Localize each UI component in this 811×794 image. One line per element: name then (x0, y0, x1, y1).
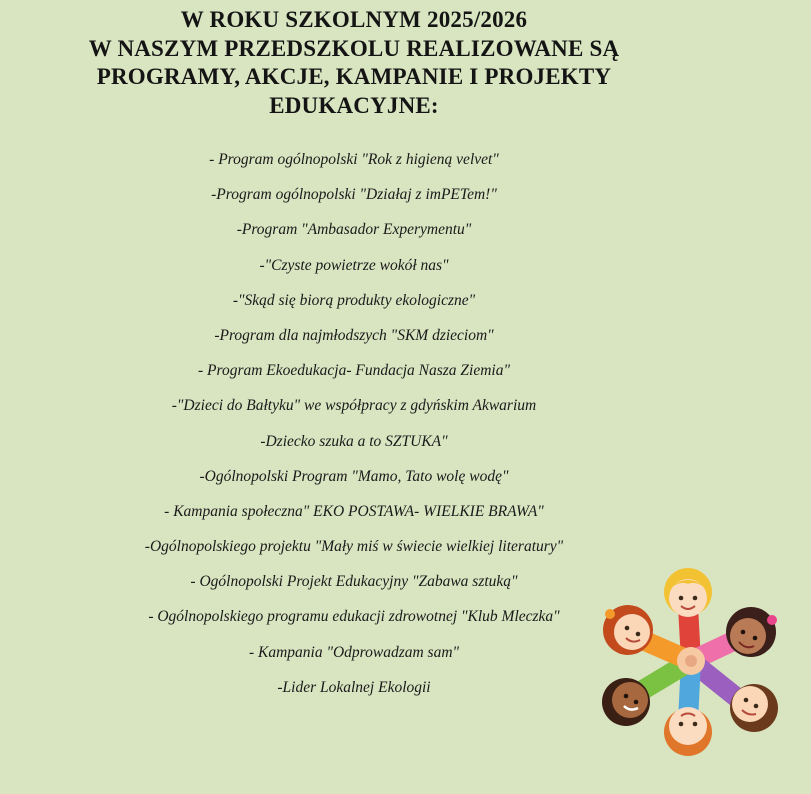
list-item: -"Skąd się biorą produkty ekologiczne" (232, 291, 476, 309)
list-item: - Program Ekoedukacja- Fundacja Nasza Ziemia" (197, 362, 510, 380)
list-item: - Kampania społeczna" EKO POSTAWA- WIELKIE BRAWA" (164, 502, 544, 520)
title-line-3: PROGRAMY, AKCJE, KAMPANIE I PROJEKTY (96, 64, 612, 89)
list-item: -Program ogólnopolski "Działaj z imPETem!" (211, 186, 497, 204)
list-item: - Ogólnopolskiego programu edukacji zdrowotnej "Klub Mleczka" (148, 608, 560, 626)
page-title (0, 6, 708, 120)
title-line-2: W NASZYM PRZEDSZKOLU REALIZOWANE SĄ (88, 35, 620, 61)
title-line-1: W ROKU SZKOLNYM 2025/2026 (180, 7, 528, 32)
children-circle-icon (596, 566, 786, 756)
list-item: -Program "Ambasador Experymentu" (236, 221, 472, 239)
list-item: -Ogólnopolski Program "Mamo, Tato wolę wodę" (199, 467, 509, 485)
list-item: -Ogólnopolskiego projektu "Mały miś w świecie wielkiej literatury" (144, 538, 564, 556)
list-item: -"Dzieci do Bałtyku" we współpracy z gdyńskim Akwarium (171, 397, 537, 415)
list-item: - Program ogólnopolski "Rok z higieną velvet" (209, 151, 499, 168)
list-item: - Kampania "Odprowadzam sam" (248, 643, 460, 661)
list-item: -Program dla najmłodszych "SKM dzieciom" (214, 326, 494, 344)
list-item: -Lider Lokalnej Ekologii (277, 678, 431, 696)
list-item: -Dziecko szuka a to SZTUKA" (260, 432, 448, 450)
list-item: -"Czyste powietrze wokół nas" (259, 256, 449, 274)
title-line-4: EDUKACYJNE: (269, 92, 439, 118)
list-item: - Ogólnopolski Projekt Edukacyjny "Zabawa sztuką" (190, 573, 518, 591)
